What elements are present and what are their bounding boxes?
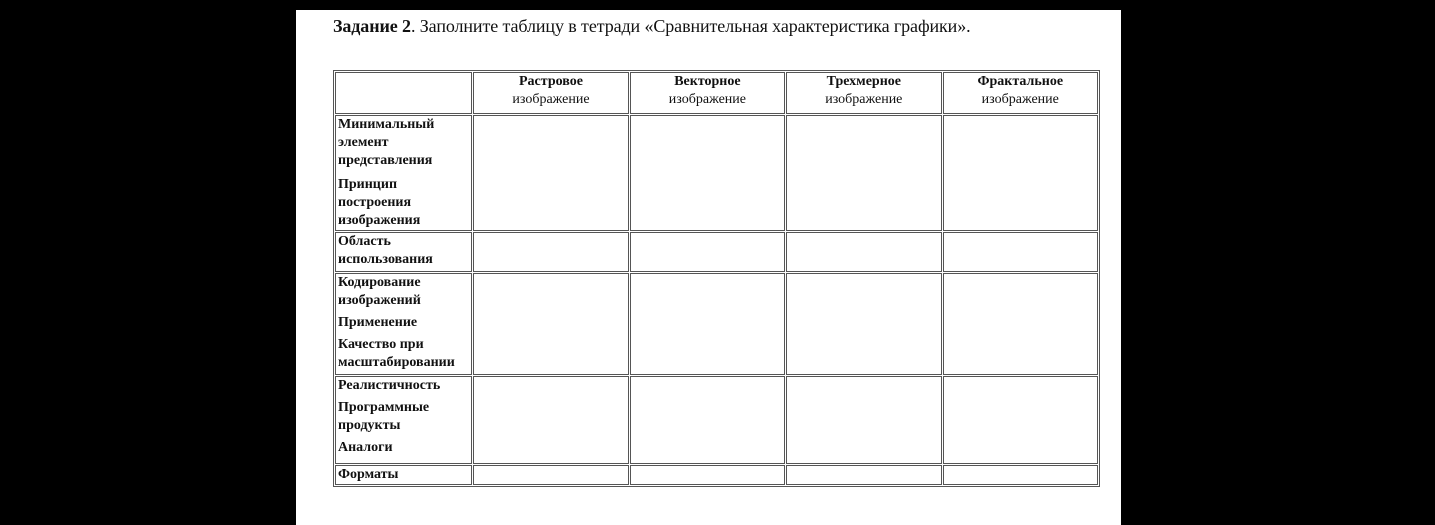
table-row <box>335 273 1098 375</box>
answer-cell[interactable] <box>943 273 1098 375</box>
row-label: Минимальный элемент представления <box>338 117 435 168</box>
table-row <box>335 465 1098 485</box>
answer-cell[interactable] <box>630 376 785 464</box>
header-fractal-subtitle: изображение <box>981 92 1059 107</box>
document-page <box>296 10 1121 525</box>
answer-cell[interactable] <box>473 115 628 231</box>
row-label-cell <box>335 465 472 485</box>
header-3d-subtitle: изображение <box>825 92 903 107</box>
answer-cell[interactable] <box>473 376 628 464</box>
row-label: Программные продукты <box>338 400 430 433</box>
task-heading <box>333 16 971 37</box>
row-label: Применение <box>338 315 418 330</box>
header-3d-title: Трехмерное <box>826 74 901 89</box>
row-label: Качество при масштабировании <box>338 337 455 370</box>
table-row <box>335 376 1098 464</box>
header-raster-title: Растровое <box>519 74 583 89</box>
answer-cell[interactable] <box>473 465 628 485</box>
task-text: . Заполните таблицу в тетради «Сравнительная характеристика графики». <box>410 16 971 36</box>
answer-cell[interactable] <box>786 273 941 375</box>
header-row <box>335 72 1098 114</box>
header-corner-cell <box>335 72 472 114</box>
header-vector <box>630 72 785 114</box>
answer-cell[interactable] <box>786 232 941 272</box>
header-vector-subtitle: изображение <box>668 92 746 107</box>
row-label: Кодирование изображений <box>338 275 421 308</box>
header-raster <box>473 72 628 114</box>
answer-cell[interactable] <box>943 115 1098 231</box>
row-label-cell <box>335 115 472 231</box>
comparison-table <box>333 70 1100 487</box>
table-row <box>335 115 1098 231</box>
task-label: Задание 2 <box>333 16 411 36</box>
row-label: Форматы <box>338 467 399 482</box>
row-label-cell <box>335 376 472 464</box>
row-label: Аналоги <box>338 440 393 455</box>
row-label: Принцип построения изображения <box>338 177 421 228</box>
answer-cell[interactable] <box>630 273 785 375</box>
answer-cell[interactable] <box>786 115 941 231</box>
answer-cell[interactable] <box>786 376 941 464</box>
answer-cell[interactable] <box>943 376 1098 464</box>
answer-cell[interactable] <box>473 232 628 272</box>
answer-cell[interactable] <box>630 465 785 485</box>
header-fractal <box>943 72 1098 114</box>
answer-cell[interactable] <box>630 232 785 272</box>
answer-cell[interactable] <box>473 273 628 375</box>
answer-cell[interactable] <box>943 465 1098 485</box>
table-row <box>335 232 1098 272</box>
row-label: Реалистичность <box>338 378 441 393</box>
answer-cell[interactable] <box>786 465 941 485</box>
row-label-cell <box>335 273 472 375</box>
answer-cell[interactable] <box>943 232 1098 272</box>
row-label-cell <box>335 232 472 272</box>
header-fractal-title: Фрактальное <box>977 74 1064 89</box>
header-vector-title: Векторное <box>674 74 741 89</box>
header-raster-subtitle: изображение <box>512 92 590 107</box>
answer-cell[interactable] <box>630 115 785 231</box>
header-3d <box>786 72 941 114</box>
row-label: Область использования <box>338 234 433 267</box>
